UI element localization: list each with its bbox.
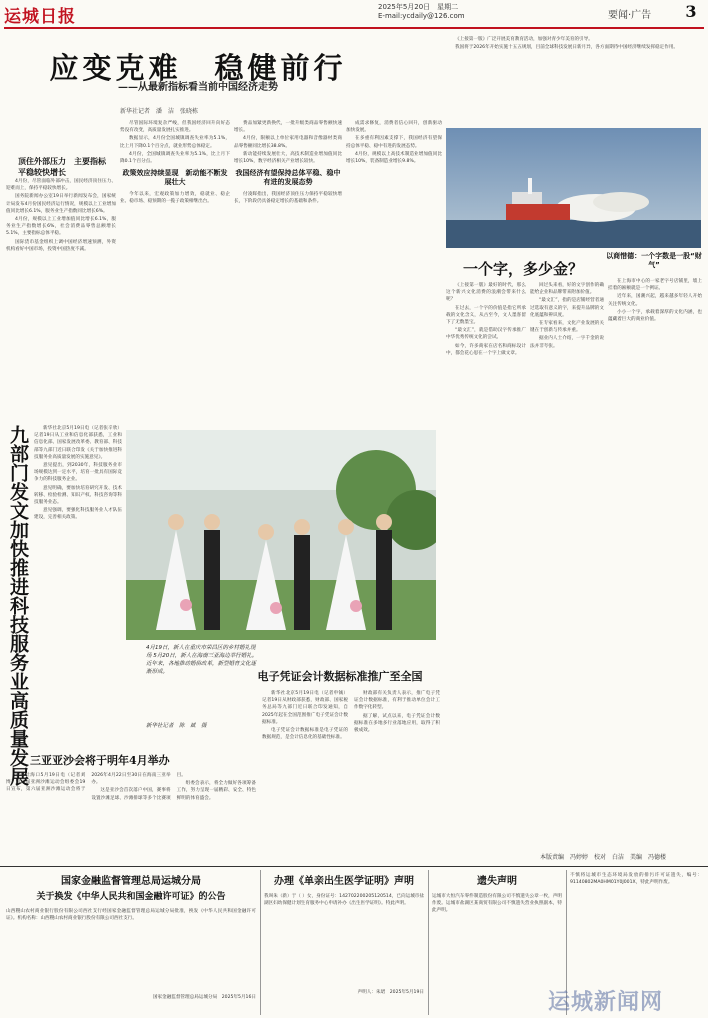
masthead-rule bbox=[4, 27, 704, 29]
tech-article-title: 九部门发文加快推进科技服务业高质量发展 bbox=[7, 425, 29, 786]
section-name: 要闻·广告 bbox=[608, 10, 652, 21]
words-sidebar-title: 以商惜德：一个字数是一股“财气” bbox=[606, 252, 702, 269]
ad1-body: 山西稷山农村商业银行股份有限公司西社支行经国家金融监督管理总局运城分局批准，换发《中华人民共和国金融许可证》。机构名称：山西稷山农村商业银行股份有限公司西社支行。 bbox=[6, 909, 256, 922]
page-credits: 本版责编 冯婷婷 校对 白洁 美编 冯德楼 bbox=[540, 854, 667, 861]
words-column-3: 在上海市中心的一家老字号店铺里，墙上挂着的匾额就是一个例证。 近年来，国潮兴起，越来越多年轻人开始关注传统文化。 小小一个字，承载着深厚的文化内涵，也蕴藏着巨大的商业价值。 bbox=[608, 279, 702, 323]
lead-column-2: 尽管国际环境复杂严峻，但我国经济回升向好态势没有改变，高质量发展扎实推进。 数据显示，4月份全国城镇调查失业率为5.1%，比上月下降0.1个百分点，就业形势总体稳定。 4月份，全国城镇调查失业率为5.1%，比上月下降0.1个百分点。 政策效应持续显现 新动能不断发展壮大 今年以来，宏观政策加力增效，稳就业、稳企业、稳市场、稳预期的一揽子政策相继出台。 bbox=[120, 121, 230, 205]
wedding-photo-caption: 4月19日，新人在重庆市荣昌区的乡村婚礼现场 5月20日，新人在海南三亚海边举行婚礼。近年来，各地推动婚俗改革，新型婚育文化逐渐形成。 bbox=[146, 645, 258, 675]
lead-subhead-3: 我国经济有望保持总体平稳、稳中有进的发展态势 bbox=[235, 169, 341, 187]
date-line: 2025年5月20日 星期二 bbox=[378, 3, 459, 11]
e-voucher-column: 新华社北京5月19日电（记者申铖）记者19日从财政部获悉，财政部、国家税务总局等九部门近日联合印发通知，自2025年起在全国范围推广电子凭证会计数据标准。 电子凭证会计数据标准是电子凭证的数据规范，是会计信息化的基础性标准。 财政部有关负责人表示，推广电子凭证会计数据标准，有利于推动单位会计工作数字化转型。 据了解，试点以来，电子凭证会计数据标准在多地多行业落地应用，取得了积极成效。 bbox=[262, 691, 440, 741]
ad3-body: 运城市大恒汽车零件制造股份有限公司不慎遗失公章一枚，声明作废。运城市盐湖区某商贸有限公司不慎遗失营业执照副本，特此声明。 bbox=[432, 894, 562, 914]
ad-bank-license bbox=[6, 872, 256, 1012]
ad1-footer: 国家金融监督管理总局运城分局 2025年5月16日 bbox=[152, 995, 256, 1000]
e-voucher-title: 电子凭证会计数据标准推广至全国 bbox=[257, 670, 423, 683]
sanya-title: 三亚亚沙会将于明年4月举办 bbox=[30, 754, 170, 767]
ad-birth-certificate bbox=[264, 872, 424, 1012]
lead-subtitle: ——从最新指标看当前中国经济走势 bbox=[118, 82, 278, 93]
ad3-title: 遗失声明 bbox=[477, 876, 517, 887]
words-article-title: 一个字，多少金？ bbox=[462, 260, 583, 278]
lead-byline: 新华社记者 潘 洁 张晓栋 bbox=[120, 108, 199, 115]
masthead bbox=[0, 0, 708, 26]
wedding-photo-credit: 新华社记者 陈 斌 摄 bbox=[146, 723, 207, 729]
words-column-2: 回过头来看，好的文字创作的确能给企业和品牌带来附加价值。 “最文汇”，指的是店铺经营者通过选取有意义的字，来提升品牌的文化底蕴和辨识度。 在专家看来，文化产业发展的关键在于创新与传承并重。 据业内人士介绍，一字千金的说法并非夸张。 bbox=[530, 283, 604, 349]
rocket-launch-image bbox=[446, 128, 701, 248]
wedding-image bbox=[126, 430, 436, 640]
lead-column-4: 成需求修复，消费者信心回升，创新驱动加快发展。 在多重有利因素支撑下，我国经济有望保持总体平稳、稳中有进的发展态势。 4月份，规模以上高技术制造业增加值同比增长10%，装备制造业增长9.8%。 bbox=[346, 121, 442, 165]
lead-subhead-1: 顶住外部压力 主要指标平稳较快增长 bbox=[18, 157, 106, 177]
lead-banner bbox=[8, 44, 388, 96]
email-line: E-mail:ycdaily@126.com bbox=[378, 12, 465, 20]
ads-divider bbox=[0, 866, 708, 867]
lead-subhead-2: 政策效应持续显现 新动能不断发展壮大 bbox=[122, 169, 228, 187]
wedding-photo bbox=[126, 430, 436, 640]
words-column-1: 《上接第一版》最好的时代，那么这个新兴文化消费的浪潮会带来什么呢？ 在过去，一个字的价值是指它所承载的文化含义，从古至今，文人墨客留下了无数墨宝。 “最文汇”，就是借助汉字传承推广中华优秀传统文化的尝试。 如今，许多商家在店名和商标设计中，都会花心思在一个字上做文章。 bbox=[446, 283, 526, 356]
ad-divider-2 bbox=[428, 870, 429, 1015]
sanya-column: 新华社海口5月19日电（记者刘博）第六届亚洲沙滩运动会组委会19日宣布，第六届亚洲沙滩运动会将于2026年4月22日至30日在海南三亚举办。 这是亚沙会首次落户中国，赛事将设置沙滩足球、沙滩排球等多个比赛项目。 组委会表示，将全力做好各项筹备工作，努力呈现一届精彩、安全、特色鲜明的体育盛会。 bbox=[6, 773, 256, 801]
page-number: 3 bbox=[685, 2, 697, 21]
newspaper-logo: 运城日报 bbox=[4, 7, 76, 27]
date-info bbox=[378, 3, 465, 21]
ad2-title: 办理《单亲出生医学证明》声明 bbox=[274, 876, 414, 887]
ad-divider-1 bbox=[260, 870, 261, 1015]
ad4-body: 不慎将运城市生态环境局发放的排污许可证遗失，编号：91140802MA0HM01Y0J001X，特此声明作废。 bbox=[570, 873, 702, 886]
tech-column: 新华社北京5月19日电（记者张辛欣）记者19日从工业和信息化部获悉，工业和信息化部、国家发展改革委、教育部、科技部等九部门近日联合印发《关于加快推进科技服务业高质量发展的实施意见》。 意见提出，到2030年，科技服务业市场规模达到一定水平，培育一批具有国际竞争力的科技服务企业。 意见明确，要加快培育研究开发、技术转移、检验检测、知识产权、科技咨询等科技服务业态。 意见强调，要强化科技服务业人才队伍建设，完善相关政策。 bbox=[34, 426, 122, 521]
lead-column-3: 费品加紧更新换代，一批升级类商品零售额快速增长。 4月份，限额以上单位家用电器和音像器材类商品零售额同比增长38.8%。 新动能持续发展壮大，高技术制造业增加值同比增长10%，数字经济相关产业增长较快。 我国经济有望保持总体平稳、稳中有进的发展态势 付凌晖指出，我国经济顶住压力保持平稳较快增长，下阶段仍具备稳定增长的基础和条件。 bbox=[234, 121, 342, 205]
ad2-body: 我叫朱（新）于（ ）女，身份证号：142702200205120514，已向运城市盐湖区妇幼保健计划生育服务中心申请补办《出生医学证明》。特此声明。 bbox=[264, 894, 424, 907]
lead-column-1: 4月份，尽管面临外部冲击，国民经济顶住压力、迎难而上，保持平稳较快增长。 国务院新闻办公室19日举行新闻发布会，国家统计局发布4月份国民经济运行情况，规模以上工业增加值同比增长6.1%，服务业生产指数同比增长6%。 4月份，规模以上工业增加值同比增长6.1%，服务业生产指数增长6%，社会消费品零售总额增长5.1%，主要指标总体平稳。 国际货币基金组织上调中国经济增速预测，外资机构看好中国市场，投资中国热度不减。 bbox=[6, 179, 116, 252]
ad1-subtitle: 关于换发《中华人民共和国金融许可证》的公告 bbox=[36, 892, 226, 902]
lead-title: 应变克难 稳健前行 bbox=[49, 51, 347, 85]
ad1-title: 国家金融监督管理总局运城分局 bbox=[61, 876, 201, 887]
lead-column-5: 《上接第一版》广泛开展美育教育活动，加强对青少年美育的引导。 我国将于2026年开始实施十五五规划，目前全球科技发展日新月异，各方面期待中国经济继续发挥稳定作用。 bbox=[455, 37, 679, 51]
rocket-launch-photo bbox=[446, 128, 701, 248]
site-watermark: 运城新闻网 bbox=[548, 990, 664, 1015]
ad-loss-notice bbox=[432, 872, 562, 1012]
ad2-footer: 声明人：朱珺 2025年5月19日 bbox=[357, 990, 424, 995]
